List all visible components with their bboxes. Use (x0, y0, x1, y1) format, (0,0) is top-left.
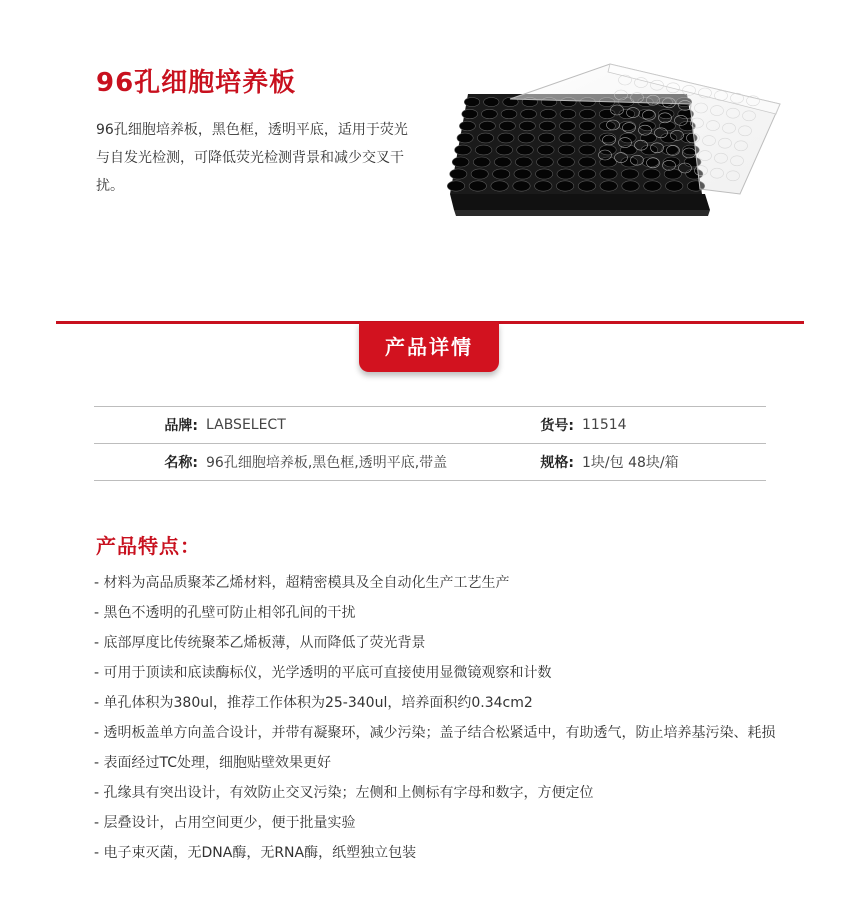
plate-well (600, 157, 617, 167)
plate-well (540, 109, 556, 118)
plate-well (578, 181, 595, 191)
plate-well (538, 145, 555, 155)
features-title: 产品特点： (96, 534, 201, 558)
plate-well (558, 157, 575, 167)
plate-well (663, 157, 680, 167)
plate-well (455, 145, 472, 155)
spec-label: 规格: (540, 455, 574, 471)
product-intro: 96孔细胞培养板，黑色框，透明平底，适用于荧光与自发光检测，可降低荧光检测背景和减少交叉干扰。 (96, 122, 408, 194)
table-row (94, 444, 766, 481)
plate-well (539, 133, 555, 143)
plate-well (450, 169, 467, 179)
plate-well (600, 181, 617, 191)
plate-well (499, 121, 515, 131)
plate-well (501, 109, 517, 118)
plate-well (471, 169, 488, 179)
sku-value: 11514 (582, 417, 627, 433)
plate-well (579, 145, 596, 155)
plate-well (469, 181, 486, 191)
list-item: - 材料为高品质聚苯乙烯材料，超精密模具及全自动化生产工艺生产 (94, 575, 510, 591)
plate-well (664, 169, 681, 179)
plate-well (661, 133, 677, 143)
name-value: 96孔细胞培养板,黑色框,透明平底,带盖 (206, 455, 448, 471)
plate-well (644, 181, 661, 191)
plate-well (622, 181, 639, 191)
plate-well (452, 157, 469, 167)
features-list (94, 568, 776, 868)
plate-well (578, 169, 595, 179)
plate-well (559, 121, 575, 131)
plate-well (536, 169, 553, 179)
name-label: 名称: (164, 455, 198, 471)
plate-image (440, 44, 790, 234)
plate-well (539, 121, 555, 131)
plate-well (457, 133, 473, 143)
plate-well (484, 97, 499, 106)
plate-well (447, 181, 464, 191)
plate-well (493, 169, 510, 179)
product-title: 96孔细胞培养板 (96, 68, 297, 98)
plate-well (559, 133, 575, 143)
plate-well (556, 181, 573, 191)
plate-well (475, 145, 492, 155)
brand-value: LABSELECT (206, 417, 286, 433)
list-item: - 黑色不透明的孔壁可防止相邻孔间的干扰 (94, 605, 356, 621)
plate-well (519, 121, 535, 131)
list-item: - 电子束灭菌，无DNA酶，无RNA酶，纸塑独立包装 (94, 845, 417, 861)
plate-well (537, 157, 554, 167)
plate-well (579, 133, 595, 143)
plate-well (560, 109, 576, 118)
plate-well (473, 157, 490, 167)
table-row (94, 407, 766, 444)
details-header: 产品详情 (359, 322, 499, 372)
sku-label: 货号: (540, 418, 574, 434)
plate-well (579, 121, 595, 131)
plate-well (643, 169, 660, 179)
plate-well (479, 121, 495, 131)
plate-well (580, 109, 596, 118)
list-item: - 底部厚度比传统聚苯乙烯板薄，从而降低了荧光背景 (94, 635, 426, 651)
brand-label: 品牌: (164, 418, 198, 434)
plate-well (491, 181, 508, 191)
list-item: - 孔缘具有突出设计，有效防止交叉污染；左侧和上侧标有字母和数字，方便定位 (94, 785, 594, 801)
list-item: - 可用于顶读和底读酶标仪，光学透明的平底可直接使用显微镜观察和计数 (94, 665, 552, 681)
list-item: - 层叠设计，占用空间更少，便于批量实验 (94, 815, 356, 831)
list-item: - 单孔体积为380ul，推荐工作体积为25-340ul，培养面积约0.34cm2 (94, 695, 533, 711)
plate-well (496, 145, 513, 155)
list-item: - 透明板盖单方向盖合设计，并带有凝聚环，减少污染；盖子结合松紧适中，有助透气，防止培养基污染、耗损 (94, 725, 776, 741)
plate-well (557, 169, 574, 179)
plate-well (494, 157, 511, 167)
spec-table (94, 406, 766, 481)
plate-well (518, 133, 534, 143)
plate-well (600, 169, 617, 179)
plate-well (498, 133, 514, 143)
plate-well (600, 133, 616, 143)
spec-value: 1块/包 48块/箱 (582, 455, 679, 471)
plate-well (462, 109, 478, 118)
plate-well (558, 145, 575, 155)
plate-well (459, 121, 475, 131)
plate-well (514, 169, 531, 179)
plate-well (621, 169, 638, 179)
plate-well (482, 109, 498, 118)
plate-well (535, 181, 552, 191)
plate-well (513, 181, 530, 191)
plate-well (521, 109, 537, 118)
plate-well (666, 181, 683, 191)
plate-well (517, 145, 534, 155)
plate-well (600, 145, 617, 155)
plate-well (662, 145, 679, 155)
plate-well (477, 133, 493, 143)
plate-well (464, 97, 479, 106)
list-item: - 表面经过TC处理，细胞贴壁效果更好 (94, 755, 332, 771)
plate-well (579, 157, 596, 167)
plate-well (515, 157, 532, 167)
